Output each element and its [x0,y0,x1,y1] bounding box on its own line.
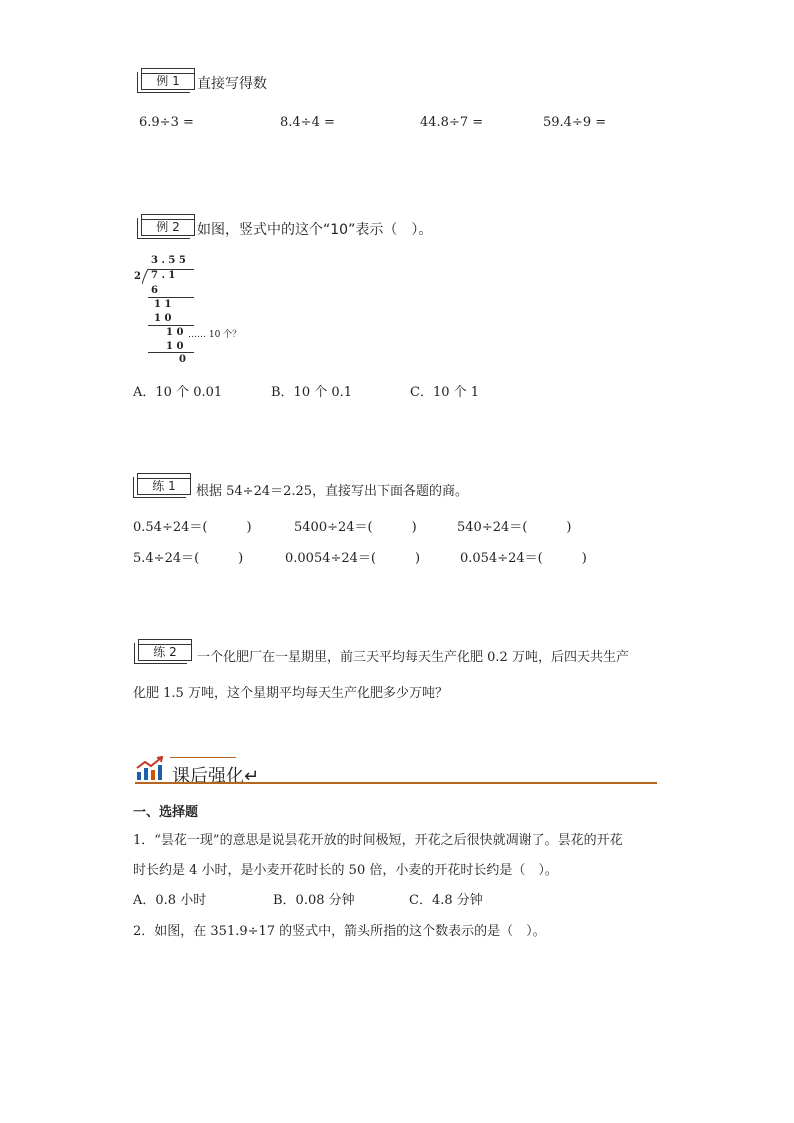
practice-1-tag [137,473,191,495]
question-2: 2．如图，在 351.9÷17 的竖式中，箭头所指的这个数表示的是（ ）。 [133,924,546,939]
heading-top-rule [170,757,236,758]
example-2-option: A．10 个 0.01 [133,385,223,400]
practice-2-tag [138,639,192,661]
question-1-option: B．0.08 分钟 [273,893,355,908]
division-row: 1 0 [154,313,172,324]
question-1-line: 1．“昙花一现”的意思是说昙花开放的时间极短，开花之后很快就凋谢了。昙花的开花 [133,833,623,848]
division-row: 1 0 [166,327,184,338]
example-1-tag [141,68,195,90]
division-annotation: …… 10 个？ [188,330,242,340]
question-1-option: A．0.8 小时 [133,893,207,908]
chart-growth-icon [135,756,167,782]
division-quotient: 3 . 5 5 [151,255,186,266]
division-row: 1 0 [166,341,184,352]
practice-1-question: 根据 54÷24＝2.25，直接写出下面各题的商。 [196,484,469,499]
example-2-tag [141,214,195,236]
example-1-title: 直接写得数 [197,76,267,92]
example-1-item: 8.4÷4 = [280,115,335,130]
example-1-item: 44.8÷7 = [420,115,484,130]
long-division-figure [130,255,260,370]
division-divisor: 2 [134,271,141,282]
practice-1-item: 5400÷24＝( ) [294,520,417,535]
division-row: 0 [179,354,186,365]
example-2-option: B．10 个 0.1 [271,385,353,400]
example-2-question: 如图，竖式中的这个“10”表示（ ）。 [197,222,433,238]
division-row: 1 1 [154,299,172,310]
practice-1-item: 0.0054÷24＝( ) [285,551,421,566]
practice-2-line: 化肥 1.5 万吨，这个星期平均每天生产化肥多少万吨？ [133,686,448,701]
practice-1-item: 5.4÷24＝( ) [133,551,244,566]
example-1-tag-label: 例 1 [156,74,180,88]
division-line [148,352,194,353]
example-2-option: C．10 个 1 [410,385,480,400]
example-1-item: 6.9÷3 = [139,115,194,130]
practice-1-item: 540÷24＝( ) [457,520,572,535]
practice-1-tag-label: 练 1 [152,479,176,493]
question-1-option: C．4.8 分钟 [409,893,483,908]
practice-1-item: 0.54÷24＝( ) [133,520,252,535]
division-line [148,325,194,326]
division-line [148,297,194,298]
section-title: 一、选择题 [133,805,199,820]
after-class-heading: 课后强化↵ [172,766,260,787]
practice-1-item: 0.054÷24＝( ) [460,551,587,566]
division-row: 6 [151,285,158,296]
division-dividend: 7 . 1 [151,270,176,281]
example-2-tag-label: 例 2 [156,220,180,234]
practice-2-tag-label: 练 2 [153,645,177,659]
practice-2-line: 一个化肥厂在一星期里，前三天平均每天生产化肥 0.2 万吨，后四天共生产 [197,650,629,665]
question-1-line: 时长约是 4 小时，是小麦开花时长的 50 倍，小麦的开花时长约是（ ）。 [133,863,558,878]
heading-rule [135,782,657,784]
example-1-item: 59.4÷9 = [543,115,607,130]
